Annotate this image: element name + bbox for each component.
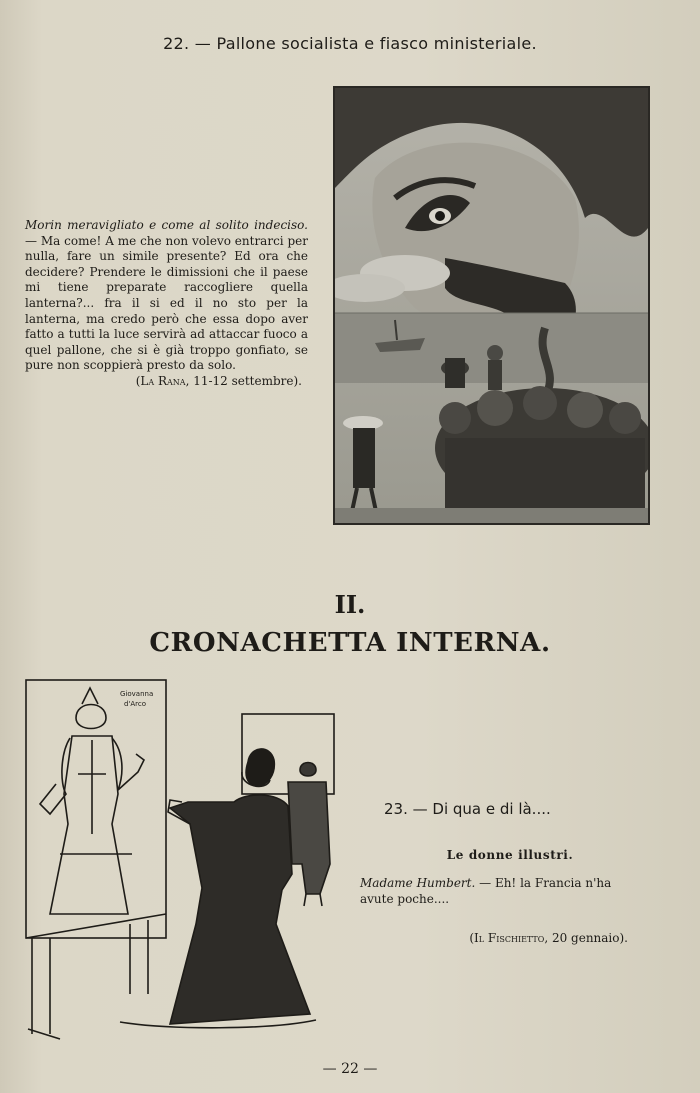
section-title: CRONACHETTA INTERNA.: [149, 628, 551, 658]
item-body: — Eh! la Francia n'ha avute poche....: [360, 876, 612, 906]
cartoon-drawing: [20, 674, 350, 1044]
caption-body: — Ma come! A me che non volevo entrarci per nulla, fare un simile presente? Ed ora che decidere? Prendere le dimissioni che il paese mi tiene preparate raccogliere quella lanterna?... fra il si ed il no sto per la lanterna, ma credo però che essa dopo aver fatto a tutti la luce servirà ad attaccar fuoco a quel pallone, che si è già troppo gonfiato, se pure non scoppierà presto da solo.: [25, 233, 308, 373]
item-source: (Il Fischietto, 20 gennaio).: [469, 931, 628, 945]
section-number: II.: [334, 590, 366, 619]
caption-source: (La Rana, 11-12 settembre).: [135, 373, 302, 388]
sign-text-2: d'Arco: [124, 700, 147, 708]
page-number: — 22 —: [322, 1061, 378, 1077]
caption-source-name: La Rana: [140, 373, 186, 388]
caption-lead: Morin meravigliato e come al solito indeciso.: [25, 218, 308, 232]
caption-text: [25, 218, 308, 390]
item-lead: Madame Humbert.: [360, 876, 476, 890]
item-title: 23. — Di qua e di là....: [384, 800, 551, 818]
caricature-photo: [333, 86, 650, 525]
item-subtitle: Le donne illustri.: [446, 848, 574, 862]
sign-text-1: Giovanna: [120, 690, 154, 698]
item-text: [360, 875, 643, 907]
item-source-name: Il Fischietto: [474, 931, 545, 945]
page-heading: 22. — Pallone socialista e fiasco ministeriale.: [163, 34, 537, 53]
